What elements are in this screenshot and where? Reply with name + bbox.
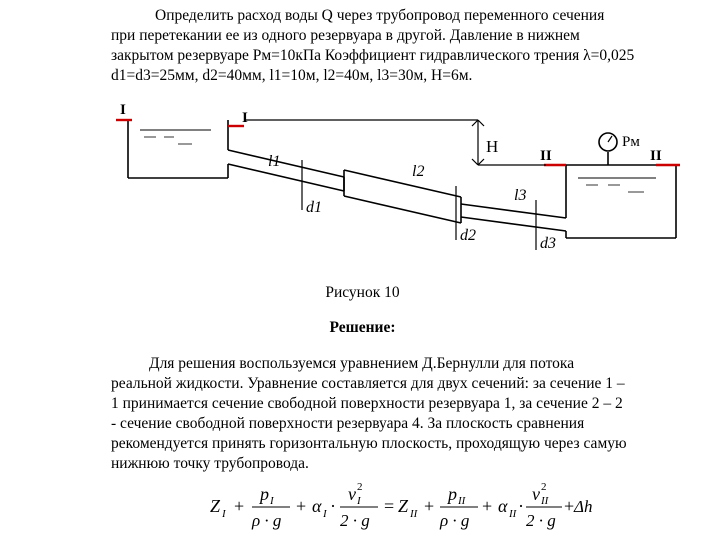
alpha1-subscript: I [323,508,327,520]
height-label: H [486,137,499,156]
v2-numerator: v [532,484,540,504]
pressure-gauge [599,133,617,165]
problem-line-2: при перетекании ее из одного резервуара в другой. Давление в нижнем [111,27,580,44]
pipe-segment-1 [228,150,344,191]
head-loss: Δh [574,497,593,516]
pipe-l3-label: l3 [514,187,527,204]
plus-2: + [296,496,307,516]
upper-reservoir [128,120,228,178]
section-1-label-left: I [120,102,126,118]
z2-subscript: II [410,508,418,520]
plus-4: + [482,496,493,516]
problem-line-4: d1=d3=25мм, d2=40мм, l1=10м, l2=40м, l3=30м, H=6м. [111,67,473,84]
pipe-l2-label: l2 [412,163,425,180]
pipe-l1-label: l1 [268,153,281,170]
lower-reservoir [566,165,676,238]
dot-1: · [330,496,336,516]
p1-numerator: p [260,484,269,504]
height-dimension [244,120,546,165]
solution-line-6: нижнюю точку трубопровода. [111,455,309,472]
solution-line-4: - сечение свободной поверхности резервуара 4. За плоскость сравнения [111,415,585,432]
section-2-label-left: II [540,148,552,164]
pipe-d3-label: d3 [540,235,556,252]
p1-subscript: I [270,495,274,507]
alpha2-subscript: II [509,508,517,520]
figure-caption: Рисунок 10 [325,284,400,301]
rho-g-2: ρ · g [440,511,470,530]
p2-subscript: II [458,495,466,507]
gauge-label: Pм [622,134,640,150]
pipeline-figure [116,100,696,260]
solution-line-5: рекомендуется принять горизонтальную плоскость, проходящую через самую [111,435,627,452]
bernoulli-equation [210,478,593,542]
plus-5: + [564,496,575,516]
solution-heading: Решение: [329,319,396,336]
section-1-label-right: I [242,110,248,126]
pipe-segment-2 [344,170,461,223]
z-term-2: Z [398,496,409,516]
problem-line-3: закрытом резервуаре Pм=10кПа Коэффициент гидравлического трения λ=0,025 [111,47,635,64]
v1-subscript: I [357,495,361,507]
p2-numerator: p [448,484,457,504]
solution-line-2: реальной жидкости. Уравнение составляется для двух сечений: за сечение 1 – [111,375,625,392]
alpha-1: α [312,496,322,516]
v2-square: 2 [541,481,547,493]
problem-line-1: Определить расход воды Q через трубопровод переменного сечения [155,7,605,24]
solution-line-1: Для решения воспользуемся уравнением Д.Бернулли для потока [149,355,575,372]
dot-2: · [518,496,524,516]
two-g-2: 2 · g [526,511,556,530]
two-g-1: 2 · g [340,511,370,530]
rho-g-1: ρ · g [252,511,282,530]
alpha-2: α [498,496,508,516]
v2-subscript: II [541,495,549,507]
pipe-d2-label: d2 [460,227,476,244]
z-term-1: Z [210,496,221,516]
v1-numerator: v [348,484,356,504]
section-2-label-right: II [650,148,662,164]
pipe-segment-3 [461,204,566,231]
pipe-d1-label: d1 [306,199,322,216]
equals-sign: = [384,496,395,516]
plus-1: + [234,496,245,516]
plus-3: + [424,496,435,516]
solution-line-3: 1 принимается сечение свободной поверхности резервуара 1, за сечение 2 – 2 [111,395,623,412]
z1-subscript: I [222,508,226,520]
v1-square: 2 [357,481,363,493]
